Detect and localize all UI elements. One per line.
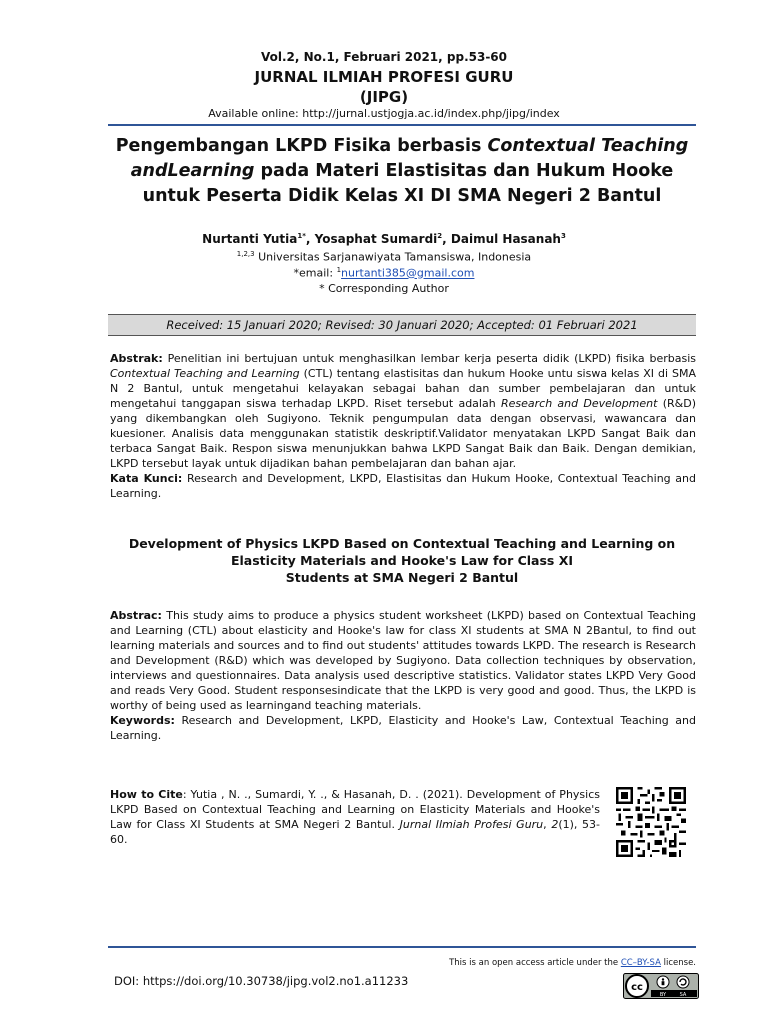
cite-text-3: (1), 53-60. — [110, 818, 600, 846]
doi[interactable]: DOI: https://doi.org/10.30738/jipg.vol2.no1.a11233 — [114, 974, 409, 988]
author-2-sup: 2 — [437, 232, 443, 240]
available-online[interactable]: Available online: http://jurnal.ustjogja.ac.id/index.php/jipg/index — [208, 107, 560, 120]
license-link[interactable]: CC–BY-SA — [620, 958, 661, 968]
abstrak-italic-1: Contextual Teaching and Learning — [110, 367, 300, 380]
kata-kunci-label: Kata Kunci: — [110, 472, 183, 485]
author-2: , Yosaphat Sumardi — [305, 232, 438, 246]
journal-name-block — [0, 67, 768, 107]
email-line — [0, 266, 768, 280]
affiliation-text: Universitas Sarjanawiyata Tamansiswa, Indonesia — [254, 250, 532, 264]
cc-sa-label: SA — [679, 992, 687, 998]
english-title-line-3: Students at SMA Negeri 2 Bantul — [285, 570, 519, 585]
abstract-text: This study aims to produce a physics student worksheet (LKPD) based on Contextual Teaching and Learning (CTL) about elasticity and Hooke's law for class XI students at SMA N 2Bantul, to find out learning materials and sources and to find out students' attitudes towards LKPD. The research is Research and Development (R&D) which was developed by Sugiyono. Data collection techniques by observation, interviews and questionnaires. Data analysis used descriptive statistics. Validator states LKPD Very Good and reads Very Good. Student responsesindicate that the LKPD is very good and good. Thus, the LKPD is worthy of being used as learningand teaching materials. — [110, 609, 696, 712]
article-title — [100, 134, 704, 209]
author-1: Nurtanti Yutia — [202, 232, 298, 246]
email-link[interactable]: nurtanti385@gmail.com — [341, 266, 475, 280]
abstrak-text-3: (R&D) yang dikembangkan oleh Sugiyono. Teknik pengumpulan data dengan observasi, wawancara dan kuesioner. Analisis data menggunakan statistik deskriptif.Validator menyatakan LKPD Sangat Baik dan terbaca Sangat Baik. Respon siswa menunjukkan bahwa LKPD Sangat Baik dan Baik. Dengan demikian, LKPD tersebut layak untuk dijadikan bahan pembelajaran dan bahan ajar. — [110, 397, 696, 470]
english-title-line-1: Development of Physics LKPD Based on Contextual Teaching and Learning on — [128, 536, 676, 551]
cc-by-sa-badge-icon[interactable] — [623, 973, 699, 999]
title-italic-2: Learning — [167, 161, 255, 181]
header-rule — [108, 124, 696, 126]
affiliation — [0, 250, 768, 264]
cite-text-2: , — [543, 818, 552, 831]
footer-rule — [108, 946, 696, 948]
abstrak-label: Abstrak: — [110, 352, 163, 365]
english-title-line-2: Elasticity Materials and Hooke's Law for Class XI — [230, 553, 574, 568]
abstrak-section — [110, 351, 696, 501]
cite-journal: Jurnal Ilmiah Profesi Guru — [399, 818, 544, 831]
author-1-sup: 1* — [297, 232, 306, 240]
email-sup: 1 — [336, 266, 342, 274]
volume-info: Vol.2, No.1, Februari 2021, pp.53-60 — [260, 50, 508, 64]
abstract-section — [110, 608, 696, 743]
cc-by-label: BY — [659, 992, 667, 998]
english-title — [100, 535, 704, 586]
cite-volume: 2 — [551, 818, 559, 831]
journal-name: JURNAL ILMIAH PROFESI GURU — [254, 68, 514, 86]
abstrak-text-2: (CTL) tentang elastisitas dan hukum Hooke untu siswa kelas XI di SMA N 2 Bantul, untuk mengetahui kelayakan sebagai bahan dan sumber pembelajaran dan untuk mengetahui tanggapan siswa terhadap LKPD. Riset tersebut adalah — [110, 367, 696, 410]
keywords-label: Keywords: — [110, 714, 175, 727]
author-3: , Daimul Hasanah — [442, 232, 561, 246]
title-part-1: Pengembangan LKPD Fisika berbasis — [115, 136, 488, 156]
qr-code-icon[interactable] — [616, 787, 686, 857]
title-part-2: pada Materi Elastisitas dan Hukum Hooke untuk Peserta Didik Kelas XI DI SMA Negeri 2 Bantul — [142, 161, 674, 206]
how-to-cite — [110, 787, 600, 847]
journal-abbreviation: (JIPG) — [359, 88, 409, 106]
kata-kunci-text: Research and Development, LKPD, Elastisitas dan Hukum Hooke, Contextual Teaching and Learning. — [110, 472, 696, 500]
how-to-cite-label: How to Cite — [110, 788, 183, 801]
svg-text:cc: cc — [631, 982, 643, 993]
license-text-end: license. — [660, 958, 696, 968]
abstract-label: Abstrac: — [110, 609, 162, 622]
abstrak-text-1: Penelitian ini bertujuan untuk menghasilkan lembar kerja peserta didik (LKPD) fisika berbasis — [162, 352, 696, 365]
corresponding-author: * Corresponding Author — [319, 282, 449, 295]
affiliation-sup: 1,2,3 — [236, 250, 255, 258]
license-text: This is an open access article under the — [449, 958, 621, 968]
abstrak-italic-2: Research and Development — [500, 397, 658, 410]
title-italic-1: Contextual Teaching and — [130, 136, 689, 181]
author-3-sup: 3 — [560, 232, 566, 240]
author-list — [0, 232, 768, 246]
email-prefix: *email: — [293, 266, 337, 280]
license-note — [449, 958, 696, 968]
keywords-text: Research and Development, LKPD, Elasticity and Hooke's Law, Contextual Teaching and Learning. — [110, 714, 696, 742]
dates-box: Received: 15 Januari 2020; Revised: 30 Januari 2020; Accepted: 01 Februari 2021 — [108, 314, 696, 336]
cite-text-1: : Yutia , N. ., Sumardi, Y. ., & Hasanah, D. . (2021). Development of Physics LKPD Based on Contextual Teaching and Learning on Elasticity Materials and Hooke's Law for Class XI Students at SMA Negeri 2 Bantul. — [110, 788, 600, 831]
